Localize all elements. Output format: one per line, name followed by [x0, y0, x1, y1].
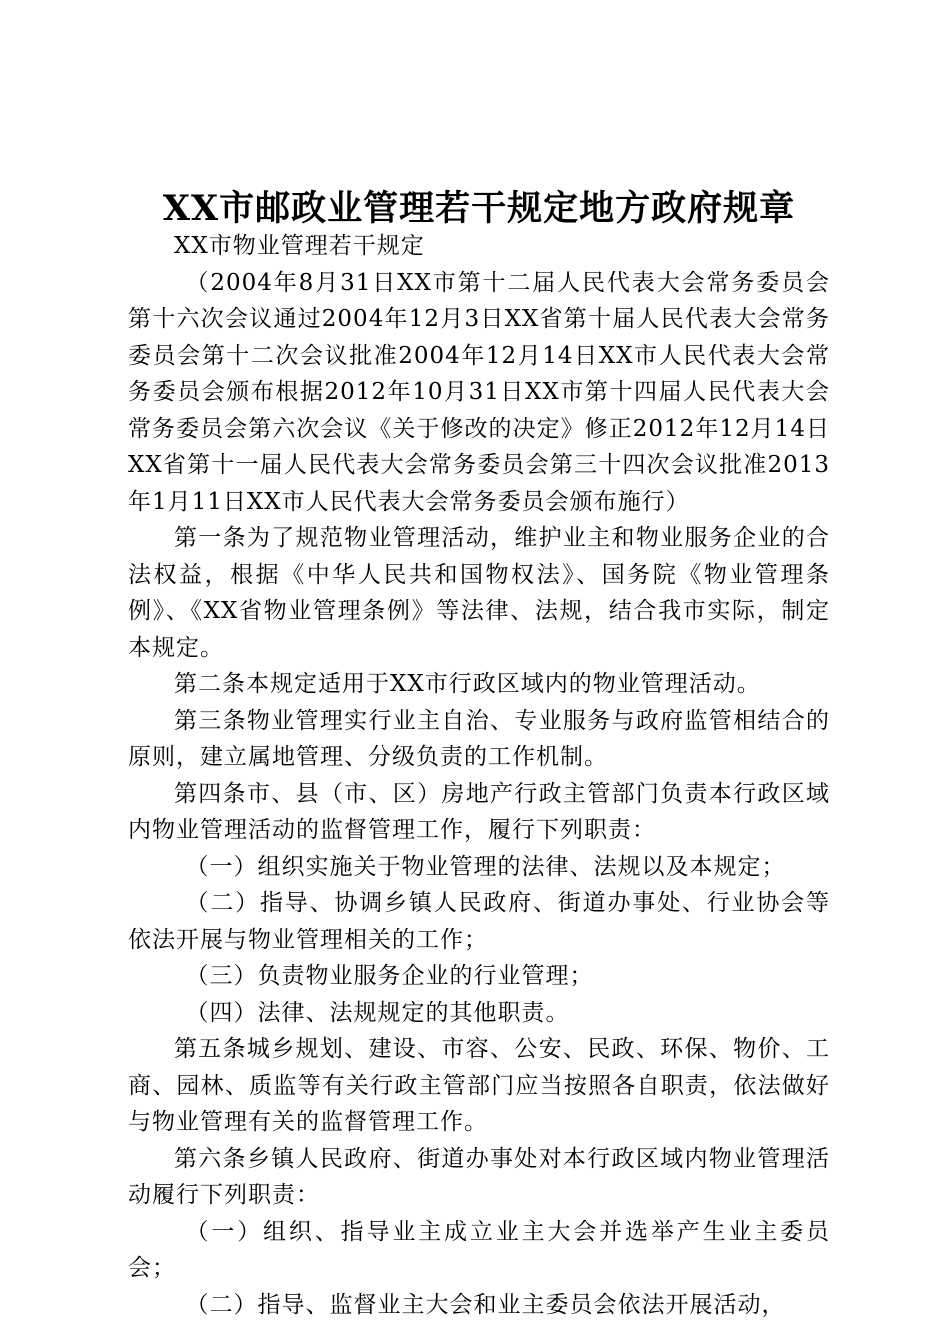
article-4: 第四条市、县（市、区）房地产行政主管部门负责本行政区域内物业管理活动的监督管理工作，履行下列职责： — [128, 780, 830, 843]
article-2: 第二条本规定适用于XX市行政区域内的物业管理活动。 — [174, 671, 761, 697]
article-4-item-2: （二）指导、协调乡镇人民政府、街道办事处、行业协会等依法开展与物业管理相关的工作； — [128, 890, 830, 953]
article-3: 第三条物业管理实行业主自治、专业服务与政府监管相结合的原则，建立属地管理、分级负责的工作机制。 — [128, 707, 830, 770]
enactment-note: （2004年8月31日XX市第十二届人民代表大会常务委员会第十六次会议通过2004年12月3日XX省第十届人民代表大会常务委员会第十二次会议批准2004年12月14日XX市人民代表大会常务委员会颁布根据2012年10月31日XX市第十四届人民代表大会常务委员会第六次会议《关于修改的决定》修正2012年12月14日XX省第十一届人民代表大会常务委员会第三十四次会议批准2013年1月11日XX市人民代表大会常务委员会颁布施行） — [128, 269, 830, 515]
article-6-item-2: （二）指导、监督业主大会和业主委员会依法开展活动， — [185, 1291, 786, 1318]
document-subtitle: XX市物业管理若干规定 — [174, 233, 425, 259]
article-5: 第五条城乡规划、建设、市容、公安、民政、环保、物价、工商、园林、质监等有关行政主管部门应当按照各自职责，依法做好与物业管理有关的监督管理工作。 — [128, 1036, 830, 1135]
article-4-item-1: （一）组织实施关于物业管理的法律、法规以及本规定； — [185, 853, 786, 880]
article-1: 第一条为了规范物业管理活动，维护业主和物业服务企业的合法权益，根据《中华人民共和国物权法》、国务院《物业管理条例》、《XX省物业管理条例》等法律、法规，结合我市实际，制定本规定。 — [128, 525, 830, 661]
document-title: XX市邮政业管理若干规定地方政府规章 — [162, 188, 796, 229]
article-4-item-4: （四）法律、法规规定的其他职责。 — [185, 999, 570, 1026]
document-body — [128, 228, 830, 1323]
article-6-item-1: （一）组织、指导业主成立业主大会并选举产生业主委员会； — [128, 1218, 830, 1281]
article-6: 第六条乡镇人民政府、街道办事处对本行政区域内物业管理活动履行下列职责： — [128, 1145, 830, 1208]
article-4-item-3: （三）负责物业服务企业的行业管理； — [185, 963, 594, 989]
